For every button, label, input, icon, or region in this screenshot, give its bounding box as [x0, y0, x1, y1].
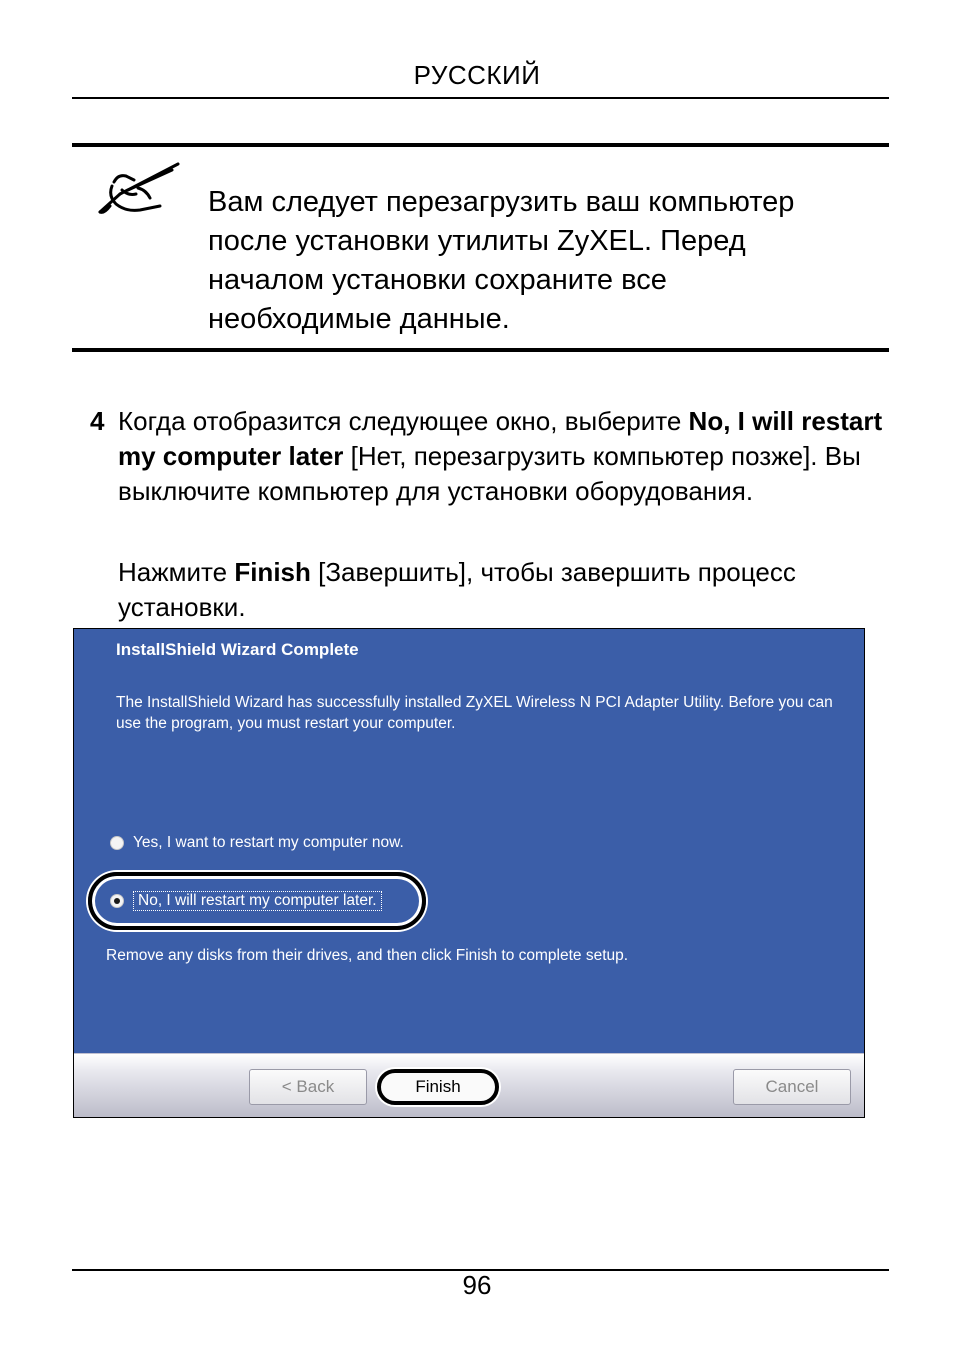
step-option-name: No, I will restart my computer later	[118, 406, 883, 471]
installshield-wizard-window	[73, 628, 865, 1118]
note-line: Вам следует перезагрузить ваш компьютер	[208, 186, 795, 218]
note-line: началом установки сохраните все	[208, 264, 667, 296]
finish-button[interactable]: Finish	[377, 1069, 499, 1105]
radio-button-icon[interactable]	[110, 836, 124, 850]
step-button-name: Finish	[234, 557, 311, 587]
radio-button-selected-icon[interactable]	[110, 894, 124, 908]
wizard-message: The InstallShield Wizard has successfully installed ZyXEL Wireless N PCI Adapter Utility. Before you can use the program, you must restart your computer.	[116, 694, 833, 732]
wizard-title: InstallShield Wizard Complete	[116, 640, 359, 659]
radio-restart-later[interactable]	[110, 889, 382, 913]
step-text: Нажмите	[118, 557, 235, 587]
radio-label: No, I will restart my computer later.	[133, 891, 382, 911]
cancel-button[interactable]: Cancel	[733, 1069, 851, 1105]
language-header: РУССКИЙ	[413, 60, 541, 90]
step-text: [Завершить], чтобы завершить процесс установки.	[118, 557, 796, 622]
radio-restart-now[interactable]	[110, 831, 404, 855]
note-bottom-rule	[72, 348, 889, 352]
step-number: 4	[90, 406, 105, 436]
note-top-rule	[72, 143, 889, 147]
step-text: [Нет, перезагрузить компьютер позже]. Вы выключите компьютер для установки оборудования.	[118, 441, 861, 506]
step-paragraph-1	[118, 404, 888, 509]
step-text: Когда отобразится следующее окно, выберите	[118, 406, 689, 436]
wizard-button-bar	[74, 1053, 864, 1118]
page-number: 96	[462, 1270, 492, 1300]
wizard-hint: Remove any disks from their drives, and then click Finish to complete setup.	[106, 947, 629, 964]
header-rule	[72, 97, 889, 99]
back-button[interactable]: < Back	[249, 1069, 367, 1105]
step-paragraph-2	[118, 555, 888, 625]
note-text	[208, 183, 878, 339]
note-line: необходимые данные.	[208, 303, 510, 335]
note-line: после установки утилиты ZyXEL. Перед	[208, 225, 746, 257]
radio-label: Yes, I want to restart my computer now.	[133, 834, 404, 851]
pen-writing-icon	[98, 160, 182, 220]
